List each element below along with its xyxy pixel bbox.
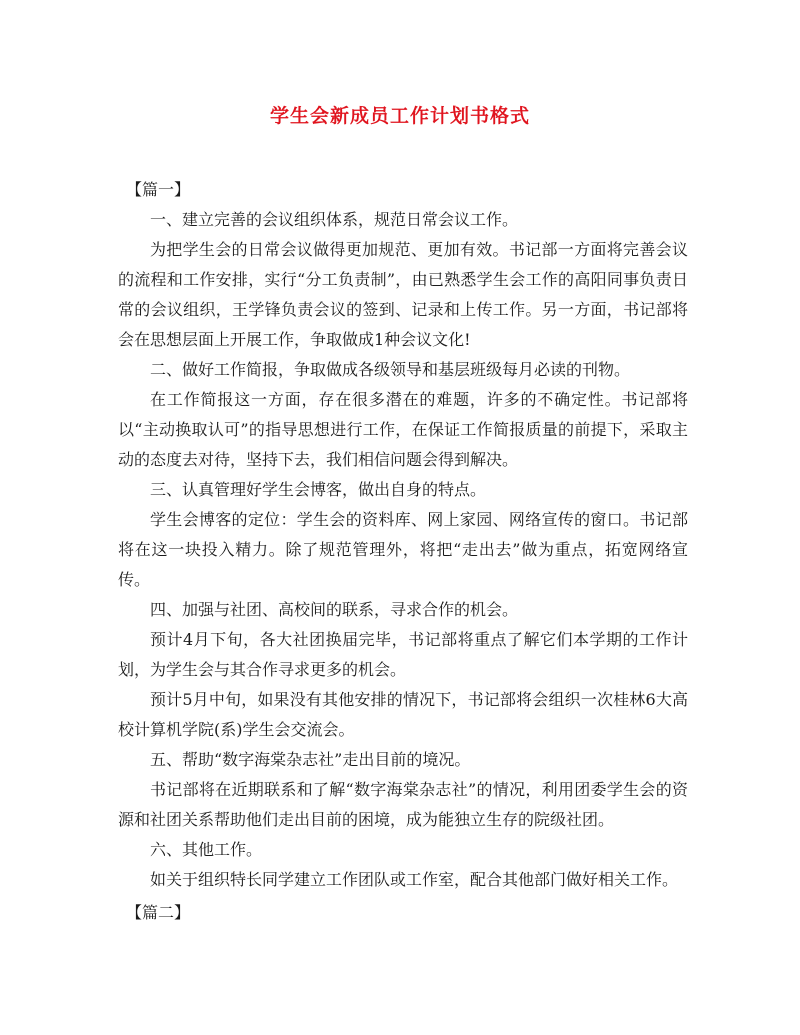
paragraph-13: 如关于组织特长同学建立工作团队或工作室，配合其他部门做好相关工作。 [150,870,679,889]
paragraph-10: 五、帮助“数字海棠杂志社”走出目前的境况。 [150,750,471,769]
paragraph-2: 为把学生会的日常会议做得更加规范、更加有效。书记部一方面将完善会议的流程和工作安排，实行“分工负责制”，由已熟悉学生会工作的高阳同事负责日常的会议组织，王学锋负责会议的签到、记录和上传工作。另一方面，书记部将会在思想层面上开展工作，争取做成1种会议文化! [118,240,688,349]
paragraph-9: 预计5月中旬，如果没有其他安排的情况下，书记部将会组织一次桂林6大高校计算机学院(系)学生会交流会。 [118,690,688,739]
document-body [118,175,688,928]
paragraph-6: 学生会博客的定位：学生会的资料库、网上家园、网络宣传的窗口。书记部将在这一块投入精力。除了规范管理外，将把“走出去”做为重点，拓宽网络宣传。 [118,510,688,589]
page-title: 学生会新成员工作计划书格式 [269,105,530,127]
section-label-2: 【篇二】 [126,903,191,922]
paragraph-1: 一、建立完善的会议组织体系，规范日常会议工作。 [150,210,519,229]
paragraph-4: 在工作简报这一方面，存在很多潜在的难题，许多的不确定性。书记部将以“主动换取认可”的指导思想进行工作，在保证工作简报质量的前提下，采取主动的态度去对待，坚持下去，我们相信问题会得到解决。 [118,390,688,469]
paragraph-11: 书记部将在近期联系和了解“数字海棠杂志社”的情况，利用团委学生会的资源和社团关系帮助他们走出目前的困境，成为能独立生存的院级社团。 [118,780,688,829]
paragraph-5: 三、认真管理好学生会博客，做出自身的特点。 [150,480,487,499]
section-label-1: 【篇一】 [126,180,191,199]
paragraph-8: 预计4月下旬，各大社团换届完毕，书记部将重点了解它们本学期的工作计划，为学生会与其合作寻求更多的机会。 [118,630,688,679]
paragraph-7: 四、加强与社团、高校间的联系，寻求合作的机会。 [150,600,519,619]
paragraph-12: 六、其他工作。 [150,840,263,859]
paragraph-3: 二、做好工作简报，争取做成各级领导和基层班级每月必读的刊物。 [150,360,631,379]
